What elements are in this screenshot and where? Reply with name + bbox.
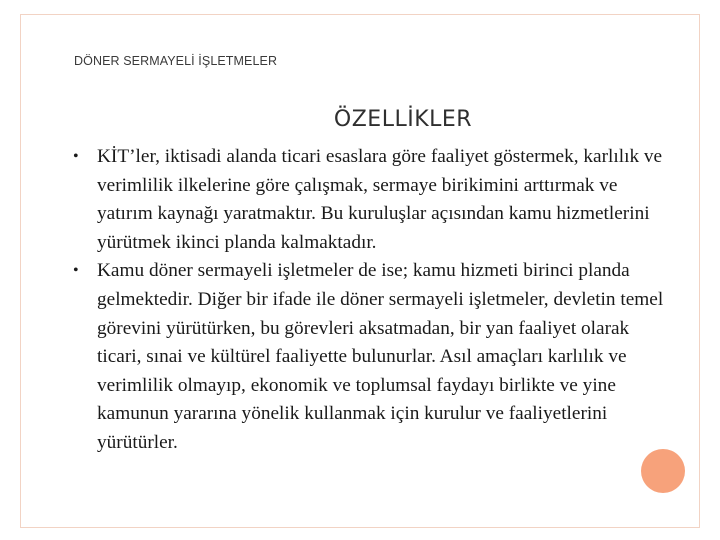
accent-circle-icon xyxy=(641,449,685,493)
slide-header: DÖNER SERMAYELİ İŞLETMELER xyxy=(74,54,278,68)
bullet-icon: • xyxy=(73,148,79,165)
slide-title: ÖZELLİKLER xyxy=(333,107,473,132)
bullet-text: Kamu döner sermayeli işletmeler de ise; kamu hizmeti birinci planda gelmektedir. Diğer bir ifade ile döner sermayeli işletmeler, devletin temel görevini yürütürken, bu görevleri aksatmadan, bir yan faaliyet olarak ticari, sınai ve kültürel faaliyette bulunurlar. Asıl amaçları karlılık ve verimlilik olmayıp, ekonomik ve toplumsal faydayı birlikte ve yine kamunun yararına yönelik kullanmak için kurulur ve faaliyetlerini yürütürler. xyxy=(97,260,664,453)
bullet-item xyxy=(70,257,670,457)
bullet-text: KİT’ler, iktisadi alanda ticari esaslara göre faaliyet göstermek, karlılık ve verimlilik ilkelerine göre çalışmak, sermaye birikimini arttırmak ve yatırım kaynağı yaratmaktır. Bu kuruluşlar açısından kamu hizmetlerini yürütmek ikinci planda kalmaktadır. xyxy=(97,146,663,253)
bullet-icon: • xyxy=(73,262,79,280)
bullet-list xyxy=(70,143,670,458)
bullet-item xyxy=(70,143,670,257)
